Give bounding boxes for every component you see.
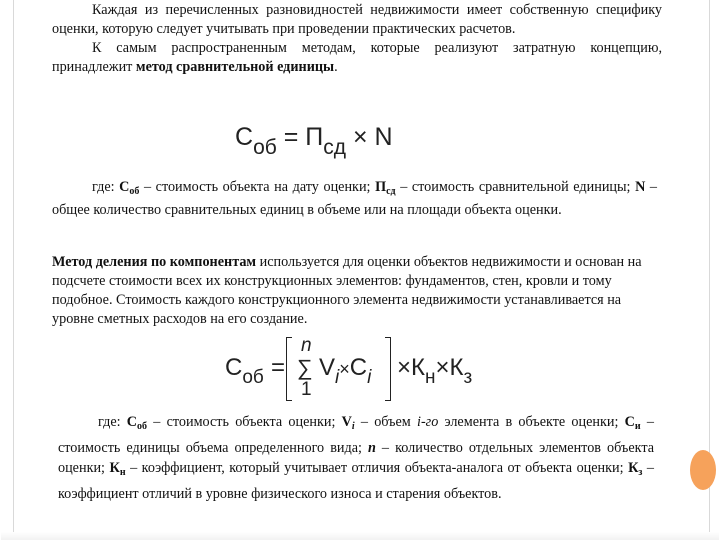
def1-desc-c: – стоимость объекта на дату оценки; bbox=[139, 179, 376, 195]
def1-term-c: С bbox=[119, 179, 130, 195]
f2-rhs bbox=[397, 354, 473, 388]
f2-c: С bbox=[225, 354, 243, 381]
f2-k1-sub: н bbox=[425, 367, 436, 388]
def1-desc-n: – общее количество сравнительных единиц в объеме или на площади объекта оценки. bbox=[52, 179, 657, 218]
f1-p-sub: сд bbox=[323, 136, 347, 159]
def2-desc-kz: – коэффициент отличий в уровне физического износа и старения объектов. bbox=[58, 460, 654, 502]
f2-n-top: n bbox=[301, 335, 312, 356]
def1-lead: где: bbox=[92, 179, 120, 195]
def2-term-v-sub: i bbox=[351, 421, 355, 432]
f2-k2-sub: з bbox=[463, 367, 473, 388]
definitions-formula-1 bbox=[52, 178, 657, 220]
f2-ci: С bbox=[349, 354, 368, 381]
f2-v-sub: i bbox=[335, 367, 340, 388]
def1-term-p: П bbox=[375, 179, 387, 195]
f2-ci-sub: i bbox=[367, 367, 372, 388]
def2-term-c-sub: об bbox=[137, 421, 148, 432]
def2-desc-v-italic: i-го bbox=[417, 414, 439, 430]
def2-term-ci: С bbox=[624, 414, 635, 430]
f2-right-bracket bbox=[385, 337, 391, 401]
intro-paragraph bbox=[52, 1, 662, 77]
f2-left-bracket bbox=[286, 337, 292, 401]
f2-lhs bbox=[225, 354, 264, 388]
def2-desc-ci: – стоимость единицы объема определенного вида; bbox=[58, 414, 654, 456]
component-method-paragraph bbox=[52, 253, 662, 329]
f2-c-sub: об bbox=[242, 367, 264, 388]
f2-sigma: ∑ bbox=[297, 355, 313, 380]
f1-p: П bbox=[305, 123, 324, 151]
f1-c: С bbox=[235, 123, 254, 151]
def1-term-n: N bbox=[635, 179, 646, 195]
def2-desc-v-2: элемента в объекте оценки; bbox=[438, 414, 625, 430]
f2-dot: × bbox=[339, 359, 350, 379]
intro-sentence-1: Каждая из перечисленных разновидностей недвижимости имеет собственную специфику оценки, которую следует учитывать при проведении практических расчетов. bbox=[52, 2, 662, 37]
f1-eq: = bbox=[283, 123, 299, 151]
def2-term-kn: К bbox=[109, 460, 120, 476]
formula-comparative-unit bbox=[235, 123, 393, 159]
definitions-formula-2 bbox=[58, 412, 654, 504]
def2-term-kz-sub: з bbox=[638, 467, 643, 478]
formula-component bbox=[225, 335, 515, 405]
method-component-division: Метод деления по компонентам bbox=[52, 254, 257, 270]
method2-description: используется для оценки объектов недвижимости и основан на подсчете стоимости всех их конструкционных элементов: фундаментов, стен, кровли и тому подобное. Стоимость каждого конструкционного элемента недвижимости устанавливается на уровне сметных расходов на его создание. bbox=[52, 254, 642, 327]
f2-times-1: × bbox=[397, 354, 412, 381]
def2-desc-n: – количество отдельных элементов объекта оценки; bbox=[58, 439, 654, 476]
def2-term-c: С bbox=[126, 414, 138, 430]
slide-accent-circle bbox=[690, 450, 716, 490]
def2-term-v: V bbox=[341, 414, 352, 430]
def2-desc-c: – стоимость объекта оценки; bbox=[147, 414, 342, 430]
def2-term-ci-sub: и bbox=[634, 421, 641, 432]
def2-lead: где: bbox=[98, 414, 127, 430]
def2-term-kn-sub: н bbox=[119, 467, 126, 478]
f1-times: × bbox=[352, 123, 368, 151]
def2-term-n: n bbox=[368, 439, 376, 456]
def2-term-kz: К bbox=[628, 460, 639, 476]
def2-desc-v: – объем bbox=[354, 414, 417, 430]
f2-eq: = bbox=[271, 354, 286, 381]
intro-sentence-2: К самым распространенным методам, которые реализуют затратную концепцию, принадлежит bbox=[52, 40, 662, 75]
def1-term-p-sub: сд bbox=[386, 186, 396, 197]
f1-n: N bbox=[374, 123, 393, 151]
f1-c-sub: об bbox=[253, 136, 277, 159]
f2-v: V bbox=[319, 354, 336, 381]
def2-desc-kn: – коэффициент, который учитывает отличия объекта-аналога от объекта оценки; bbox=[125, 460, 629, 476]
def1-desc-p: – стоимость сравнительной единицы; bbox=[395, 179, 636, 195]
f2-one: 1 bbox=[301, 379, 312, 400]
f2-k1: К bbox=[411, 354, 425, 381]
method-comparative-unit: метод сравнительной единицы bbox=[135, 59, 335, 75]
f2-times-2: × bbox=[435, 354, 450, 381]
def1-term-c-sub: об bbox=[129, 186, 140, 197]
f2-k2: К bbox=[449, 354, 464, 381]
intro-period: . bbox=[334, 59, 338, 75]
f2-sum-body bbox=[319, 354, 372, 388]
